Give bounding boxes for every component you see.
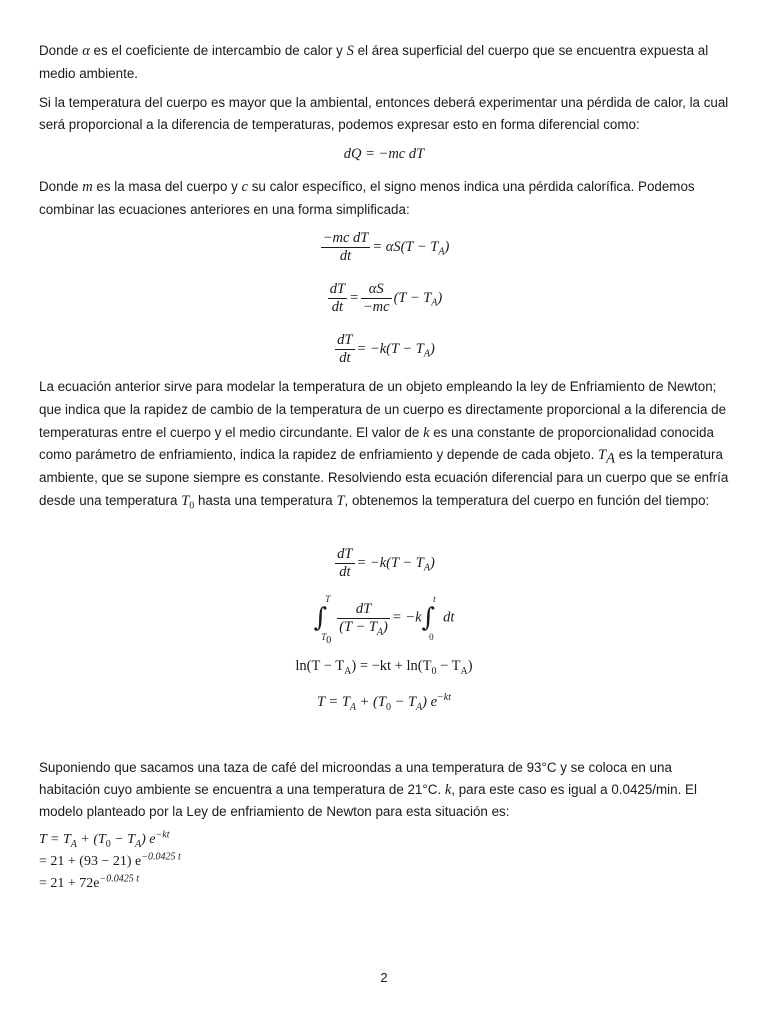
equation-newton-cooling: [0, 332, 768, 367]
subscript: 0: [431, 665, 437, 677]
rhs-end: ): [444, 238, 450, 255]
t0-symbol: T: [181, 492, 190, 509]
subscript: 0: [189, 500, 195, 512]
differential: dt: [443, 609, 455, 626]
numerator: αS: [361, 281, 392, 299]
subscript: A: [70, 838, 77, 850]
denominator: dt: [339, 248, 352, 264]
fraction: [321, 230, 371, 265]
rhs-end: ): [429, 554, 435, 571]
paragraph-coffee-example: [39, 757, 729, 823]
text: Donde: [39, 43, 83, 58]
text: es la temperatura ambiente, que se supone siempre es constante. Resolviendo esta ecuación diferencial para un cuerpo que se enfría desde una temperatura: [39, 447, 729, 508]
text: La ecuación anterior sirve para modelar la temperatura de un objeto empleando la ley de Enfriamiento de Newton; que indica que la rapidez de cambio de la temperatura de un cuerpo es directamente proporcional a la diferencia de temperaturas entre el cuerpo y el medio circundante. El valor de: [39, 379, 727, 440]
subscript: 0: [105, 838, 111, 850]
superscript: −0.0425 t: [99, 873, 140, 885]
denominator: [337, 619, 390, 636]
integral-limits: [431, 596, 443, 640]
superscript: −kt: [437, 692, 452, 704]
upper-limit: T: [325, 594, 331, 604]
text: = 21 + 72e: [39, 876, 100, 891]
model-line-1: [39, 829, 170, 850]
text: hasta una temperatura: [194, 492, 337, 508]
k-symbol: k: [423, 424, 430, 441]
numerator: −mc dT: [322, 230, 369, 246]
fraction: [337, 601, 390, 636]
equation-solution: [0, 694, 768, 711]
lower-limit: 0: [429, 632, 434, 642]
text: Donde: [39, 179, 83, 194]
text: , obtenemos la temperatura del cuerpo en función del tiempo:: [344, 492, 710, 508]
superscript: −kt: [155, 829, 170, 841]
subscript: A: [376, 626, 384, 638]
s-symbol: S: [346, 43, 354, 59]
rhs: (T − T: [393, 289, 432, 306]
subscript: A: [606, 451, 615, 468]
equation-rate: [0, 281, 768, 316]
fraction: [335, 546, 354, 581]
text: ln(T − T: [295, 658, 345, 674]
text: es el coeficiente de intercambio de calor y: [89, 43, 347, 58]
equation-integral: [0, 594, 768, 646]
subscript: A: [423, 562, 430, 574]
rhs-end: ): [437, 289, 443, 306]
paragraph-heat-coefficient: [39, 40, 729, 84]
denominator: dt: [339, 564, 351, 580]
k-symbol: k: [444, 781, 452, 798]
text: ) e: [422, 694, 438, 710]
paragraph-newton-law: [39, 376, 729, 513]
equation-combined: [0, 230, 768, 265]
text: es una constante de proporcionalidad conocida como parámetro de enfriamiento, indica la rapidez de enfriamiento y depende de cada objeto.: [39, 424, 714, 463]
rhs-end: ): [429, 340, 435, 357]
subscript: 0: [385, 701, 391, 713]
model-line-2: [39, 851, 181, 870]
subscript: A: [349, 701, 356, 713]
page-number: 2: [380, 970, 388, 985]
fraction: [361, 281, 392, 316]
rhs: = −k: [391, 609, 422, 626]
numerator: dT: [337, 332, 353, 348]
text: − T: [436, 658, 461, 674]
text: su calor específico, el signo menos indica una pérdida calorífica. Podemos combinar las ecuaciones anteriores en una forma simplificada:: [39, 179, 695, 217]
rhs: = αS(T − T: [372, 238, 439, 255]
m-symbol: m: [82, 179, 93, 195]
rhs: = −k(T − T: [356, 340, 424, 357]
text: ): [467, 658, 473, 674]
equation-log: [0, 658, 768, 675]
subscript: A: [416, 701, 423, 713]
equation-newton-cooling-repeat: [0, 546, 768, 581]
fraction: [335, 332, 354, 367]
subscript: A: [438, 246, 445, 258]
text: T = T: [316, 694, 350, 710]
text: es la masa del cuerpo y: [92, 179, 242, 194]
denominator: −mc: [362, 299, 390, 315]
fraction: [328, 281, 347, 316]
subscript: A: [344, 665, 352, 677]
model-line-3: [39, 873, 140, 892]
text: + (T: [356, 694, 386, 710]
rhs: = −k(T − T: [356, 554, 424, 571]
t-symbol: T: [336, 492, 345, 509]
numerator: dT: [337, 546, 353, 562]
text: , para este caso es igual a 0.0425/min. El modelo planteado por la Ley de enfriamiento de Newton para esta situación es:: [39, 781, 697, 819]
lower-limit-symbol: T: [321, 632, 327, 642]
text: = 21 + (93 − 21) e: [39, 854, 142, 869]
denominator-text: (T − T: [339, 618, 377, 635]
alpha-symbol: α: [82, 43, 90, 59]
text: − T: [110, 832, 136, 847]
text: ) e: [141, 832, 156, 847]
lower-limit: [321, 632, 332, 646]
integral-limits: [321, 594, 335, 646]
equals: =: [349, 289, 359, 306]
denominator: dt: [339, 350, 351, 366]
text: − T: [390, 694, 417, 710]
denominator-end: ): [383, 618, 388, 635]
paragraph-mass-specific-heat: [39, 176, 729, 220]
text: ) = −kt + ln(T: [351, 658, 432, 674]
numerator: dT: [337, 601, 390, 619]
subscript: 0: [326, 634, 332, 646]
subscript: A: [460, 665, 468, 677]
subscript: A: [135, 838, 142, 850]
numerator: dT: [329, 281, 346, 297]
text: Suponiendo que sacamos una taza de café del microondas a una temperatura de 93°C y se coloca en una habitación cuyo ambiente se encuentra a una temperatura de 21°C.: [39, 760, 672, 797]
upper-limit: t: [433, 594, 436, 604]
equation-dq: dQ = −mc dT: [343, 146, 425, 162]
denominator: dt: [331, 299, 344, 315]
paragraph-heat-loss: Si la temperatura del cuerpo es mayor que la ambiental, entonces deberá experimentar una pérdida de calor, la cual será proporcional a la diferencia de temperaturas, podemos expresar esto en forma diferencial como:: [39, 95, 729, 132]
text: + (T: [76, 832, 106, 847]
superscript: −0.0425 t: [141, 851, 181, 863]
ta-symbol: T: [598, 447, 607, 464]
text: T = T: [39, 832, 71, 847]
integral-sign: ∫: [421, 603, 436, 633]
subscript: A: [431, 297, 438, 309]
integral-sign: ∫: [313, 603, 328, 633]
text: el área superficial del cuerpo que se encuentra expuesta al medio ambiente.: [39, 43, 709, 81]
c-symbol: c: [241, 179, 248, 195]
subscript: A: [423, 348, 430, 360]
